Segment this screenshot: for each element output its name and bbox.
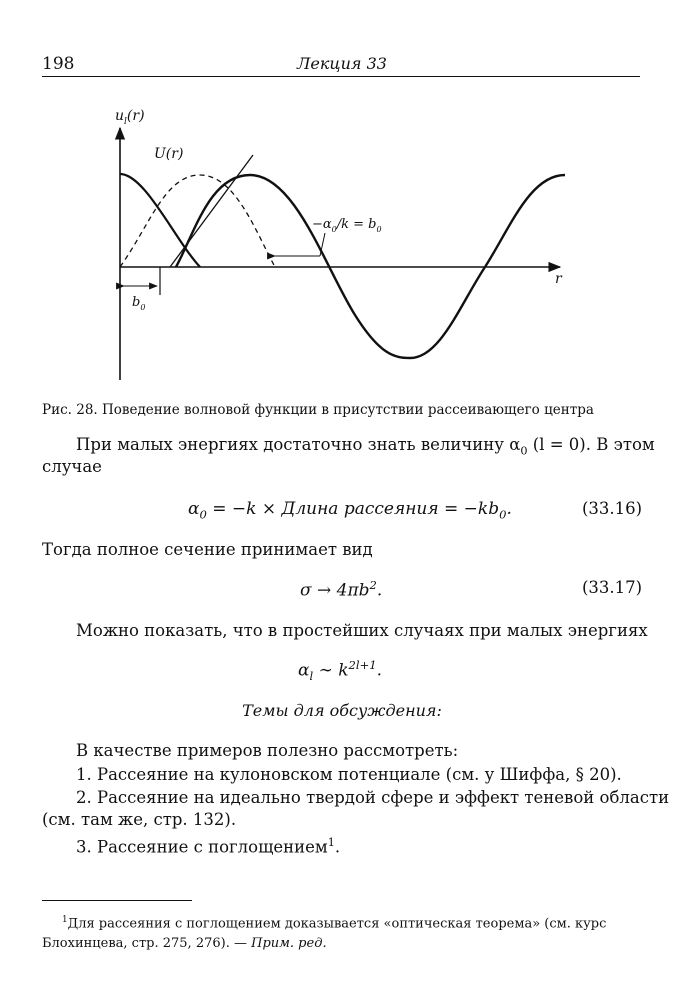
footnote [42,910,642,954]
x-axis-label: r [555,271,562,287]
page-number: 198 [42,54,75,74]
equation-33-16: $\alpha_0 = -k$ × Длина рассеяния = $-kb_0$. [188,499,512,522]
topic-item-3: 3. Рассеяние с поглощением$^1$. [76,836,341,857]
topics-intro: В качестве примеров полезно рассмотреть: [76,741,459,760]
potential-curve [120,174,200,267]
footnote-mark: 1 [62,915,68,925]
equation-number-33-17: (33.17) [582,578,643,597]
footnote-rule [42,900,192,901]
topic-item-1: 1. Рассеяние на кулоновском потенциале (см. у Шиффа, § 20). [76,765,622,784]
topic-item-2-line-1: 2. Рассеяние на идеально твердой сфере и эффект теневой области [76,788,670,807]
tangent-line [170,155,253,267]
footnote-text: Для рассеяния с поглощением доказывается «оптическая теорема» (см. курс Блохинцева, стр. 275, 276). — [42,916,607,952]
footnote-editor-note: Прим. ред. [251,936,327,952]
paragraph-1-line-1: При малых энергиях достаточно знать величину $\alpha_0$ (l = 0). В этом [76,435,655,458]
equation-alpha-l: $\alpha_l$ ∼ $k^{2l+1}$. [298,658,383,684]
paragraph-1-line-2: случае [42,457,102,476]
b0-label: $b_0$ [132,295,146,312]
wavefunction-figure [90,100,590,385]
equation-number-33-16: (33.16) [582,499,643,518]
paragraph-2: Тогда полное сечение принимает вид [42,540,373,559]
y-axis-label: $u_l(r)$ [115,108,145,127]
potential-label: U(r) [154,146,184,162]
topic-item-2-line-2: (см. там же, стр. 132). [42,810,237,829]
running-head: Лекция 33 [297,54,387,73]
header-rule [42,76,640,77]
shift-label: $-\alpha_0/k = b_0$ [312,217,382,234]
topics-heading: Темы для обсуждения: [242,701,442,720]
paragraph-3: Можно показать, что в простейших случаях при малых энергиях [76,621,648,640]
equation-33-17: $\sigma \to 4\pi b^2$. [300,578,383,601]
figure-caption: Рис. 28. Поведение волновой функции в присутствии рассеивающего центра [42,402,594,418]
